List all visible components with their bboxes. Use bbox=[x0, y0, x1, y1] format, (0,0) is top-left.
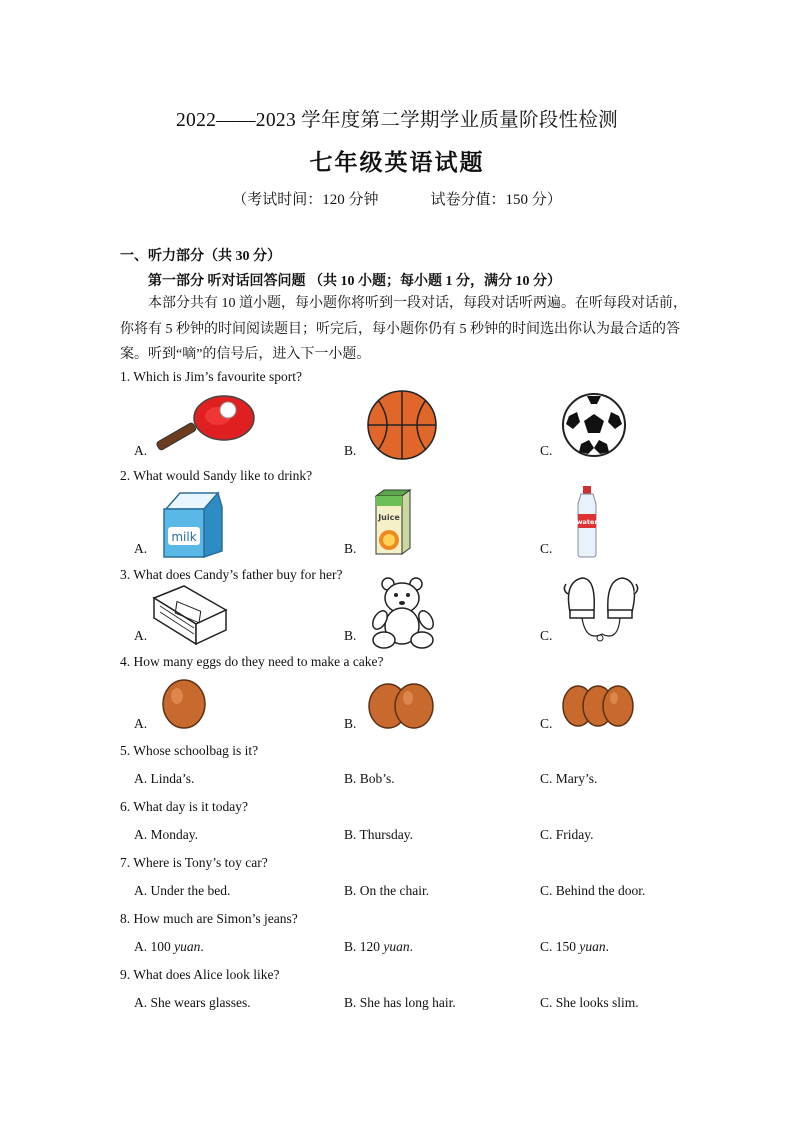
exam-info bbox=[0, 188, 794, 209]
q6-option-c[interactable]: C. Friday. bbox=[540, 827, 594, 842]
milk-carton-icon bbox=[160, 489, 226, 559]
exam-title: 2022——2023 学年度第二学期学业质量阶段性检测 bbox=[176, 110, 618, 131]
q8-option-c[interactable] bbox=[540, 939, 609, 955]
q8-a-amount: A. 100 bbox=[134, 939, 175, 954]
book-icon bbox=[150, 584, 230, 646]
q6-option-b[interactable]: B. Thursday. bbox=[344, 827, 413, 842]
q8-b-amount: B. 120 bbox=[344, 939, 384, 954]
water-bottle-icon bbox=[572, 486, 602, 558]
q8-a-unit: yuan bbox=[174, 939, 201, 954]
mittens-icon bbox=[562, 572, 640, 644]
q3-option-a[interactable]: A. bbox=[134, 628, 148, 643]
instruction-line-3: 案。听到“嘀”的信号后，进入下一小题。 bbox=[120, 347, 371, 362]
q9-option-b[interactable]: B. She has long hair. bbox=[344, 995, 456, 1010]
question-7: 7. Where is Tony’s toy car? bbox=[120, 855, 268, 870]
three-eggs-icon bbox=[560, 684, 636, 728]
exam-subtitle: 七年级英语试题 bbox=[309, 150, 485, 175]
question-8: 8. How much are Simon’s jeans? bbox=[120, 911, 298, 926]
q2-option-a[interactable]: A. bbox=[134, 541, 148, 556]
q3-option-c[interactable]: C. bbox=[540, 628, 553, 643]
juice-label: Juice bbox=[378, 513, 400, 522]
question-4: 4. How many eggs do they need to make a cake? bbox=[120, 654, 384, 669]
q8-c-unit: yuan bbox=[579, 939, 606, 954]
q8-b-suffix: . bbox=[409, 939, 414, 954]
q8-option-b[interactable] bbox=[344, 939, 413, 955]
q7-option-b[interactable]: B. On the chair. bbox=[344, 883, 430, 898]
q7-option-c[interactable]: C. Behind the door. bbox=[540, 883, 646, 898]
question-3: 3. What does Candy’s father buy for her? bbox=[120, 567, 343, 582]
q8-a-suffix: . bbox=[200, 939, 204, 954]
total-score: 试卷分值：150 分） bbox=[430, 192, 562, 208]
ping-pong-paddle-icon bbox=[152, 392, 256, 450]
q8-c-suffix: . bbox=[605, 939, 610, 954]
q5-option-b[interactable]: B. Bob’s. bbox=[344, 771, 395, 786]
q9-option-c[interactable]: C. She looks slim. bbox=[540, 995, 639, 1010]
q4-option-c[interactable]: C. bbox=[540, 716, 553, 731]
question-1: 1. Which is Jim’s favourite sport? bbox=[120, 369, 302, 384]
water-label: water bbox=[576, 518, 598, 526]
question-9: 9. What does Alice look like? bbox=[120, 967, 280, 982]
q9-option-a[interactable]: A. She wears glasses. bbox=[134, 995, 251, 1010]
basketball-icon bbox=[366, 390, 438, 460]
q8-b-unit: yuan bbox=[383, 939, 410, 954]
q6-option-a[interactable]: A. Monday. bbox=[134, 827, 198, 842]
q1-option-b[interactable]: B. bbox=[344, 443, 357, 458]
juice-box-icon bbox=[372, 490, 412, 556]
part1-title: 第一部分 听对话回答问题 （共 10 小题；每小题 1 分，满分 10 分） bbox=[148, 274, 561, 289]
q7-option-a[interactable]: A. Under the bed. bbox=[134, 883, 231, 898]
q8-option-a[interactable] bbox=[134, 939, 204, 955]
exam-time: （考试时间：120 分钟 bbox=[232, 192, 379, 208]
milk-label: milk bbox=[171, 530, 197, 544]
q4-option-a[interactable]: A. bbox=[134, 716, 148, 731]
instruction-line-2: 你将有 5 秒钟的时间阅读题目；听完后，每小题你仍有 5 秒钟的时间选出你认为最合适的答 bbox=[120, 322, 680, 337]
q2-option-c[interactable]: C. bbox=[540, 541, 553, 556]
q2-option-b[interactable]: B. bbox=[344, 541, 357, 556]
q8-c-amount: C. 150 bbox=[540, 939, 580, 954]
soccer-ball-icon bbox=[561, 392, 627, 458]
q5-option-c[interactable]: C. Mary’s. bbox=[540, 771, 598, 786]
q3-option-b[interactable]: B. bbox=[344, 628, 357, 643]
question-5: 5. Whose schoolbag is it? bbox=[120, 743, 259, 758]
teddy-bear-icon bbox=[366, 576, 438, 650]
q1-option-c[interactable]: C. bbox=[540, 443, 553, 458]
two-eggs-icon bbox=[366, 682, 438, 730]
question-2: 2. What would Sandy like to drink? bbox=[120, 468, 313, 483]
q1-option-a[interactable]: A. bbox=[134, 443, 148, 458]
instruction-line-1: 本部分共有 10 道小题，每小题你将听到一段对话，每段对话听两遍。在听每段对话前， bbox=[148, 296, 687, 311]
question-6: 6. What day is it today? bbox=[120, 799, 248, 814]
q4-option-b[interactable]: B. bbox=[344, 716, 357, 731]
section-title: 一、听力部分（共 30 分） bbox=[120, 249, 281, 264]
one-egg-icon bbox=[160, 678, 208, 730]
q5-option-a[interactable]: A. Linda’s. bbox=[134, 771, 195, 786]
